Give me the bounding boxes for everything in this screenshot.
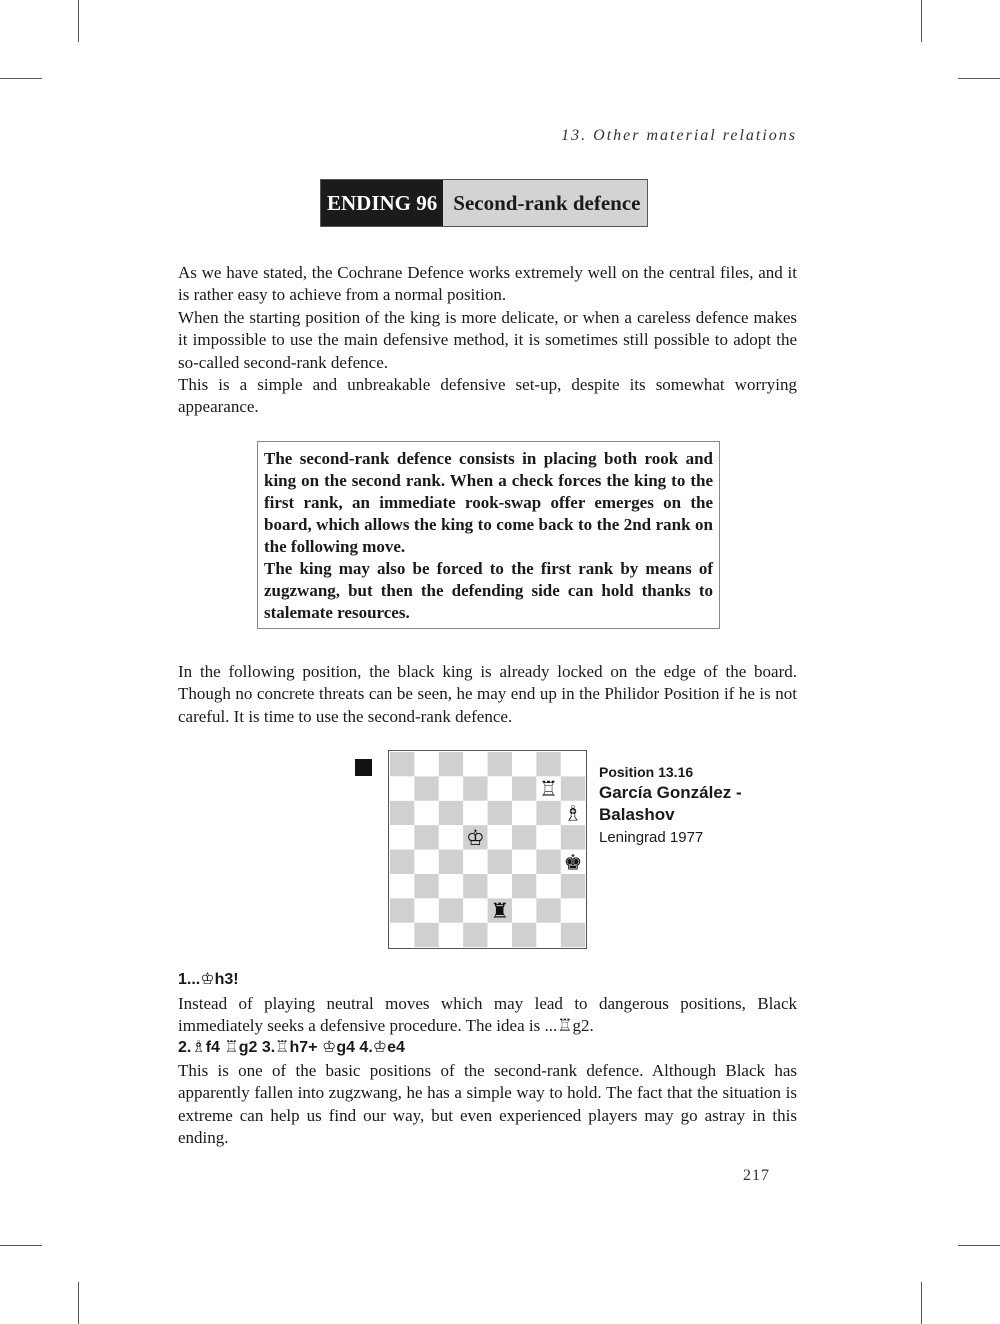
board-square-a4 bbox=[390, 850, 414, 874]
board-square-d7 bbox=[463, 776, 487, 800]
board-square-g6 bbox=[536, 801, 560, 825]
board-square-b1 bbox=[414, 923, 438, 947]
board-square-d8 bbox=[463, 752, 487, 776]
board-square-d3 bbox=[463, 874, 487, 898]
board-square-f5 bbox=[512, 825, 536, 849]
event: Leningrad 1977 bbox=[599, 829, 704, 846]
rule-text: The second-rank defence consists in placing both rook and king on the second rank. When a check forces the king to the first rank, an immediate rook-swap offer emerges on the board, which allows the king to come back to the 2nd rank on the following move. bbox=[264, 449, 713, 556]
intro-paragraph: This is a simple and unbreakable defensive set-up, despite its somewhat worrying appearance. bbox=[178, 375, 797, 417]
position-number: Position 13.16 bbox=[599, 764, 694, 780]
white-king-icon: ♔ bbox=[465, 825, 485, 850]
black-king-icon: ♚ bbox=[563, 850, 583, 875]
board-square-b4 bbox=[414, 850, 438, 874]
board-square-a7 bbox=[390, 776, 414, 800]
crop-mark bbox=[958, 78, 1000, 79]
board-square-f1 bbox=[512, 923, 536, 947]
board-square-a6 bbox=[390, 801, 414, 825]
board-square-e8 bbox=[488, 752, 512, 776]
board-square-f4 bbox=[512, 850, 536, 874]
board-square-a3 bbox=[390, 874, 414, 898]
board-square-d1 bbox=[463, 923, 487, 947]
board-square-f7 bbox=[512, 776, 536, 800]
players: García González - Balashov bbox=[599, 783, 742, 824]
crop-mark bbox=[78, 1282, 79, 1324]
board-square-d4 bbox=[463, 850, 487, 874]
crop-mark bbox=[958, 1245, 1000, 1246]
board-square-f3 bbox=[512, 874, 536, 898]
board-square-b2 bbox=[414, 898, 438, 922]
board-square-e5 bbox=[488, 825, 512, 849]
board-square-g5 bbox=[536, 825, 560, 849]
intro-paragraph: As we have stated, the Cochrane Defence works extremely well on the central files, and it is rather easy to achieve from a normal position. bbox=[178, 263, 797, 305]
board-square-b8 bbox=[414, 752, 438, 776]
black-rook-icon: ♜ bbox=[490, 899, 510, 924]
move-line: 2.♗f4 ♖g2 3.♖h7+ ♔g4 4.♔e4 bbox=[178, 1039, 405, 1056]
board-square-a1 bbox=[390, 923, 414, 947]
white-bishop-icon: ♗ bbox=[563, 801, 583, 826]
white-rook-icon: ♖ bbox=[539, 777, 559, 802]
crop-mark bbox=[921, 0, 922, 42]
ending-name: Second-rank defence bbox=[443, 180, 646, 226]
crop-mark bbox=[0, 1245, 42, 1246]
board-square-a2 bbox=[390, 898, 414, 922]
board-square-g3 bbox=[536, 874, 560, 898]
position-intro: In the following position, the black king is already locked on the edge of the board. Though no concrete threats can be seen, he may end up in the Philidor Position if he is not careful. It is time to use the second-rank defence. bbox=[178, 662, 797, 726]
board-square-h1 bbox=[561, 923, 585, 947]
board-square-b5 bbox=[414, 825, 438, 849]
crop-mark bbox=[921, 1282, 922, 1324]
move-line: 1...♔h3! bbox=[178, 971, 239, 988]
board-square-e6 bbox=[488, 801, 512, 825]
board-square-f8 bbox=[512, 752, 536, 776]
rule-box bbox=[257, 441, 720, 629]
board-square-h7 bbox=[561, 776, 585, 800]
board-square-g1 bbox=[536, 923, 560, 947]
board-square-c7 bbox=[439, 776, 463, 800]
board-square-e4 bbox=[488, 850, 512, 874]
board-square-d6 bbox=[463, 801, 487, 825]
board-square-f2 bbox=[512, 898, 536, 922]
board-square-c8 bbox=[439, 752, 463, 776]
board-square-g8 bbox=[536, 752, 560, 776]
board-square-g2 bbox=[536, 898, 560, 922]
board-square-c6 bbox=[439, 801, 463, 825]
board-square-c1 bbox=[439, 923, 463, 947]
board-square-g4 bbox=[536, 850, 560, 874]
board-square-e3 bbox=[488, 874, 512, 898]
board-square-a5 bbox=[390, 825, 414, 849]
side-to-move-marker bbox=[355, 759, 372, 776]
board-square-a8 bbox=[390, 752, 414, 776]
board-square-b7 bbox=[414, 776, 438, 800]
chess-board bbox=[388, 750, 587, 949]
board-square-e7 bbox=[488, 776, 512, 800]
move-comment: Instead of playing neutral moves which may lead to dangerous positions, Black immediately seeks a defensive procedure. The idea is ...♖g2. bbox=[178, 994, 797, 1036]
board-square-d2 bbox=[463, 898, 487, 922]
board-square-h5 bbox=[561, 825, 585, 849]
running-head: 13. Other material relations bbox=[561, 127, 797, 144]
board-square-b6 bbox=[414, 801, 438, 825]
board-square-e1 bbox=[488, 923, 512, 947]
diagram-caption bbox=[599, 762, 779, 850]
crop-mark bbox=[0, 78, 42, 79]
board-square-c5 bbox=[439, 825, 463, 849]
board-square-f6 bbox=[512, 801, 536, 825]
board-square-c2 bbox=[439, 898, 463, 922]
ending-number: ENDING 96 bbox=[321, 180, 443, 226]
board-square-c3 bbox=[439, 874, 463, 898]
board-square-h3 bbox=[561, 874, 585, 898]
board-square-h2 bbox=[561, 898, 585, 922]
move-comment: This is one of the basic positions of the second-rank defence. Although Black has apparently fallen into zugzwang, he has a simple way to hold. The fact that the situation is extreme can help us find our way, but even experienced players may go astray in this ending. bbox=[178, 1061, 797, 1147]
page-number: 217 bbox=[743, 1167, 770, 1184]
board-square-c4 bbox=[439, 850, 463, 874]
board-square-b3 bbox=[414, 874, 438, 898]
ending-title bbox=[320, 179, 648, 227]
crop-mark bbox=[78, 0, 79, 42]
rule-text: The king may also be forced to the first rank by means of zugzwang, but then the defending side can hold thanks to stalemate resources. bbox=[264, 559, 713, 622]
intro-paragraph: When the starting position of the king is more delicate, or when a careless defence makes it impossible to use the main defensive method, it is sometimes still possible to adopt the so-called second-rank defence. bbox=[178, 308, 797, 372]
board-square-h8 bbox=[561, 752, 585, 776]
